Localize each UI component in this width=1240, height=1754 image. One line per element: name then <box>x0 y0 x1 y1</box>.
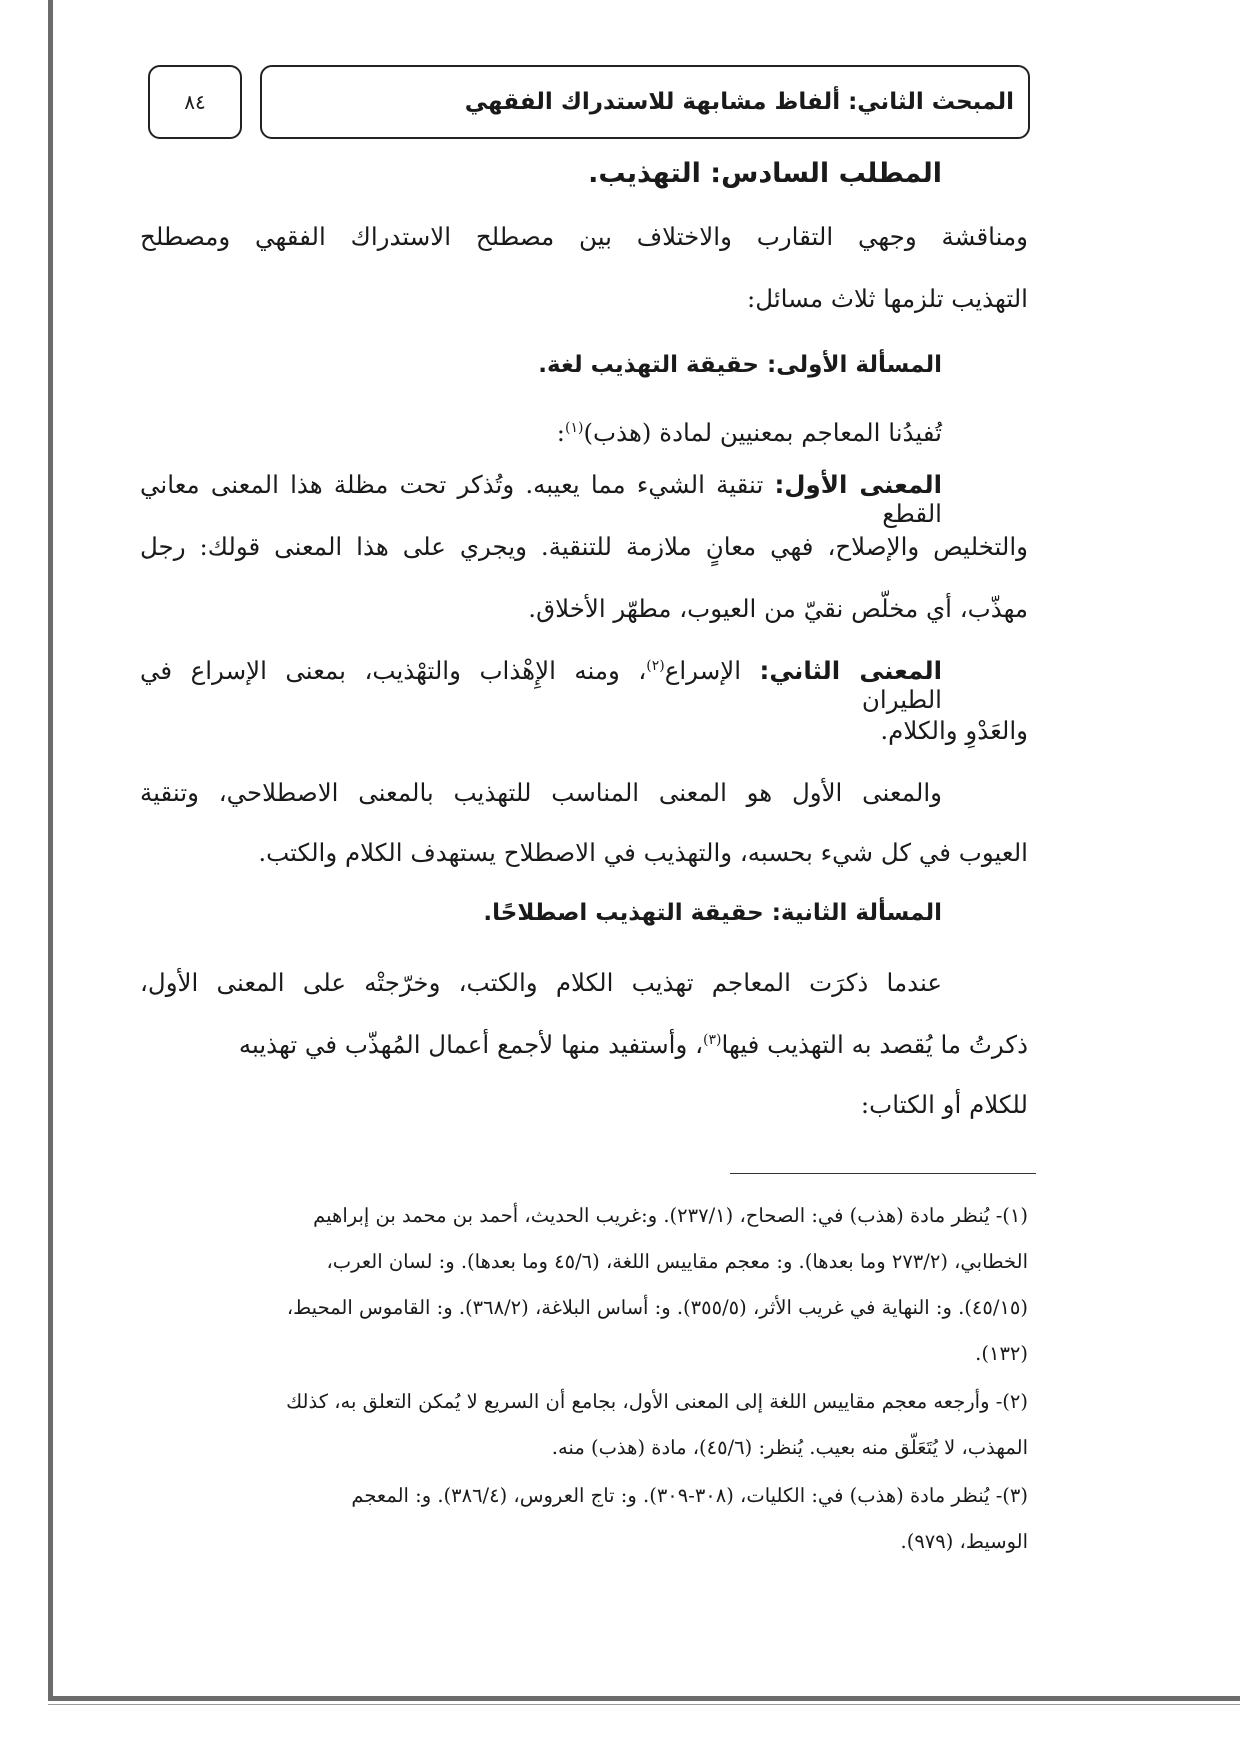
meaning-1-line-2 <box>140 532 1028 561</box>
page-border-left <box>48 0 53 1700</box>
paragraph-4-line-1-text: عندما ذكرَت المعاجم تهذيب الكلام والكتب، وخرّجتْه على المعنى الأول، <box>140 968 942 997</box>
meaning-2-text-b: ، ومنه الإِهْذاب والتهْذيب، بمعنى الإسراع في الطيران <box>140 656 942 714</box>
question-2-title: المسألة الثانية: حقيقة التهذيب اصطلاحًا. <box>483 900 942 926</box>
paragraph-3-line-2: العيوب في كل شيء بحسبه، والتهذيب في الاصطلاح يستهدف الكلام والكتب. <box>258 838 1028 867</box>
question-1-intro <box>140 418 942 447</box>
meaning-1-label: المعنى الأول: <box>774 470 942 499</box>
intro-line-1 <box>140 222 1028 251</box>
page-border-bottom <box>48 1696 1240 1701</box>
question-1-title: المسألة الأولى: حقيقة التهذيب لغة. <box>538 352 942 378</box>
paragraph-4-line-1 <box>140 968 942 997</box>
footnote-ref-2: (٢) <box>646 657 665 674</box>
footnote-3-line-1: (٣)- يُنظر مادة (هذب) في: الكليات، (٣٠٨-٣٠٩). و: تاج العروس، (٣٨٦/٤). و: المعجم <box>351 1484 1028 1507</box>
question-1-intro-colon: : <box>556 418 566 447</box>
question-1-intro-text: تُفيدُنا المعاجم بمعنيين لمادة (هذب) <box>583 418 942 447</box>
footnote-ref-3: (٣) <box>703 1031 722 1048</box>
paragraph-3-line-1 <box>140 778 942 807</box>
footnote-2-line-2: المهذب، لا يُتَعَلّق منه بعيب. يُنظر: (٤٥/٦)، مادة (هذب) منه. <box>551 1436 1028 1459</box>
section-heading: المطلب السادس: التهذيب. <box>588 158 942 189</box>
meaning-1-line-3: مهذّب، أي مخلّص نقيّ من العيوب، مطهّر الأخلاق. <box>528 594 1028 623</box>
intro-line-2: التهذيب تلزمها ثلاث مسائل: <box>747 284 1028 313</box>
page-number: ٨٤ <box>184 90 206 114</box>
footnote-1-line-3: (٤٥/١٥). و: النهاية في غريب الأثر، (٣٥٥/٥). و: أساس البلاغة، (٣٦٨/٢). و: القاموس المحيط، <box>286 1296 1028 1319</box>
page-border-bottom-thin <box>48 1704 1240 1705</box>
paragraph-4-line-2-a: ذكرتُ ما يُقصد به التهذيب فيها <box>721 1030 1028 1059</box>
footnote-1-line-4: (١٣٢). <box>975 1342 1028 1365</box>
footnote-1-line-1: (١)- يُنظر مادة (هذب) في: الصحاح، (٢٣٧/١). و:غريب الحديث، أحمد بن محمد بن إبراهيم <box>313 1204 1028 1227</box>
footnote-ref-1: (١) <box>565 419 584 436</box>
footnote-1-line-2: الخطابي، (٢٧٣/٢ وما بعدها). و: معجم مقاييس اللغة، (٤٥/٦ وما بعدها). و: لسان العرب، <box>326 1250 1028 1273</box>
meaning-1-line-2-text: والتخليص والإصلاح، فهي معانٍ ملازمة للتنقية. ويجري على هذا المعنى قولك: رجل <box>140 532 1028 561</box>
meaning-1-text: تنقية الشيء مما يعيبه. وتُذكر تحت مظلة هذا المعنى معاني القطع <box>140 470 942 528</box>
running-header-title: المبحث الثاني: ألفاظ مشابهة للاستدراك الفقهي <box>464 89 1014 115</box>
meaning-2-line-1 <box>140 656 942 714</box>
paragraph-3-line-1-text: والمعنى الأول هو المعنى المناسب للتهذيب بالمعنى الاصطلاحي، وتنقية <box>140 778 942 807</box>
meaning-2-line-2: والعَدْوِ والكلام. <box>880 716 1028 745</box>
intro-line-1-text: ومناقشة وجهي التقارب والاختلاف بين مصطلح الاستدراك الفقهي ومصطلح <box>140 222 1028 251</box>
footnote-2-line-1: (٢)- وأرجعه معجم مقاييس اللغة إلى المعنى الأول، بجامع أن السريع لا يُمكن التعلق به، كذلك <box>286 1390 1028 1413</box>
footnote-separator <box>730 1173 1036 1174</box>
meaning-2-text-a: الإسراع <box>664 656 742 685</box>
footnote-3-line-2: الوسيط، (٩٧٩). <box>900 1530 1028 1553</box>
page-body <box>140 0 1028 1690</box>
paragraph-4-line-3: للكلام أو الكتاب: <box>860 1090 1028 1119</box>
paragraph-4-line-2-b: ، وأستفيد منها لأجمع أعمال المُهذّب في تهذيبه <box>238 1030 704 1059</box>
meaning-1-line-1 <box>140 470 942 528</box>
meaning-2-label: المعنى الثاني: <box>759 656 942 685</box>
paragraph-4-line-2 <box>140 1030 1028 1059</box>
